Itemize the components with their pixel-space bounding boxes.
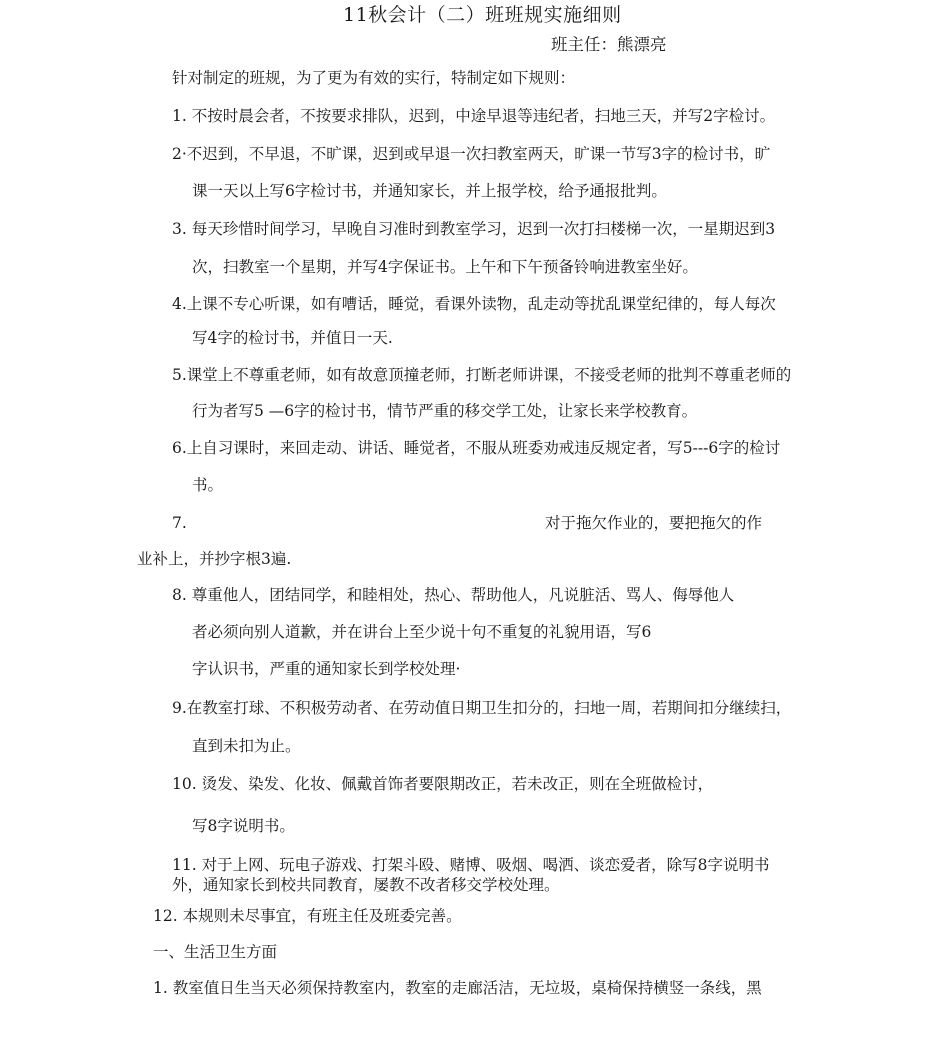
rule-11-line-1: 11. 对于上网、玩电子游戏、打架斗殴、赌博、吸烟、喝洒、谈恋爱者，除写8字说明书: [172, 856, 770, 874]
rule-7-line-1: 对于拖欠作业的，要把拖欠的作: [545, 514, 763, 532]
rule-2-line-1: 2·不迟到，不早退，不旷课，迟到或早退一次扫教室两天，旷课一节写3字的检讨书，旷: [172, 145, 771, 163]
rule-4-line-1: 4.上课不专心听课，如有嘈话，睡觉，看课外读物，乱走动等扰乱课堂纪律的，每人每次: [172, 295, 776, 313]
rule-8-line-2: 者必须向别人道歉，并在讲台上至少说十句不重复的礼貌用语，写6: [192, 623, 652, 641]
rule-10-line-1: 10. 烫发、染发、化妆、佩戴首饰者要限期改正，若未改正，则在全班做检讨，: [172, 775, 714, 793]
rule-6-line-1: 6.上自习课时，来回走动、讲话、睡觉者，不服从班委劝戒违反规定者，写5---6字的检讨: [172, 439, 781, 457]
teacher-name: 班主任：熊漂亮: [551, 35, 667, 54]
rule-6-line-2: 书。: [192, 476, 224, 494]
intro-paragraph: 针对制定的班规，为了更为有效的实行，特制定如下规则：: [172, 69, 576, 87]
hygiene-rule-1: 1. 教室值日生当天必须保持教室内，教室的走廊活洁，无垃圾，桌椅保持横竖一条线，黑: [153, 979, 762, 997]
rule-12: 12. 本规则未尽事宜，有班主任及班委完善。: [153, 907, 462, 925]
rule-11-line-2: 外，通知家长到校共同教育，屡教不改者移交学校处理。: [172, 876, 560, 894]
rule-9-line-2: 直到未扣为止。: [192, 737, 301, 755]
rule-4-line-2: 写4字的检讨书，并值日一天.: [192, 329, 393, 347]
rule-8-line-3: 字认识书，严重的通知家长到学校处理·: [192, 660, 461, 678]
rule-5-line-1: 5.课堂上不尊重老师，如有故意顶撞老师，打断老师讲课，不接受老师的批判不尊重老师的: [172, 366, 792, 384]
rule-3-line-1: 3. 每天珍惜时间学习，早晚自习准时到教室学习，迟到一次打扫楼梯一次，一星期迟到3: [172, 220, 776, 238]
rule-7-number: 7.: [172, 514, 187, 532]
rule-3-line-2: 次，扫教室一个星期，并写4字保证书。上午和下午预备铃响进教室坐好。: [192, 258, 698, 276]
rule-1: 1. 不按时晨会者，不按要求排队，迟到，中途早退等违纪者，扫地三天，并写2字检讨。: [172, 107, 776, 125]
rule-9-line-1: 9.在教室打球、不积极劳动者、在劳动值日期卫生扣分的，扫地一周，若期间扣分继续扫，: [172, 699, 792, 717]
rule-7-line-2: 业补上，并抄字根3遍.: [137, 550, 292, 568]
rule-5-line-2: 行为者写5 —6字的检讨书，情节严重的移交学工处，让家长来学校教育。: [192, 402, 698, 420]
rule-10-line-2: 写8字说明书。: [192, 817, 295, 835]
rule-2-line-2: 课一天以上写6字检讨书，并通知家长，并上报学校，给予通报批判。: [192, 182, 667, 200]
rule-8-line-1: 8. 尊重他人，团结同学，和睦相处，热心、帮助他人，凡说脏活、骂人、侮辱他人: [172, 586, 735, 604]
section-heading-hygiene: 一、生活卫生方面: [153, 943, 278, 961]
document-title: 11秋会计（二）班班规实施细则: [343, 4, 622, 26]
